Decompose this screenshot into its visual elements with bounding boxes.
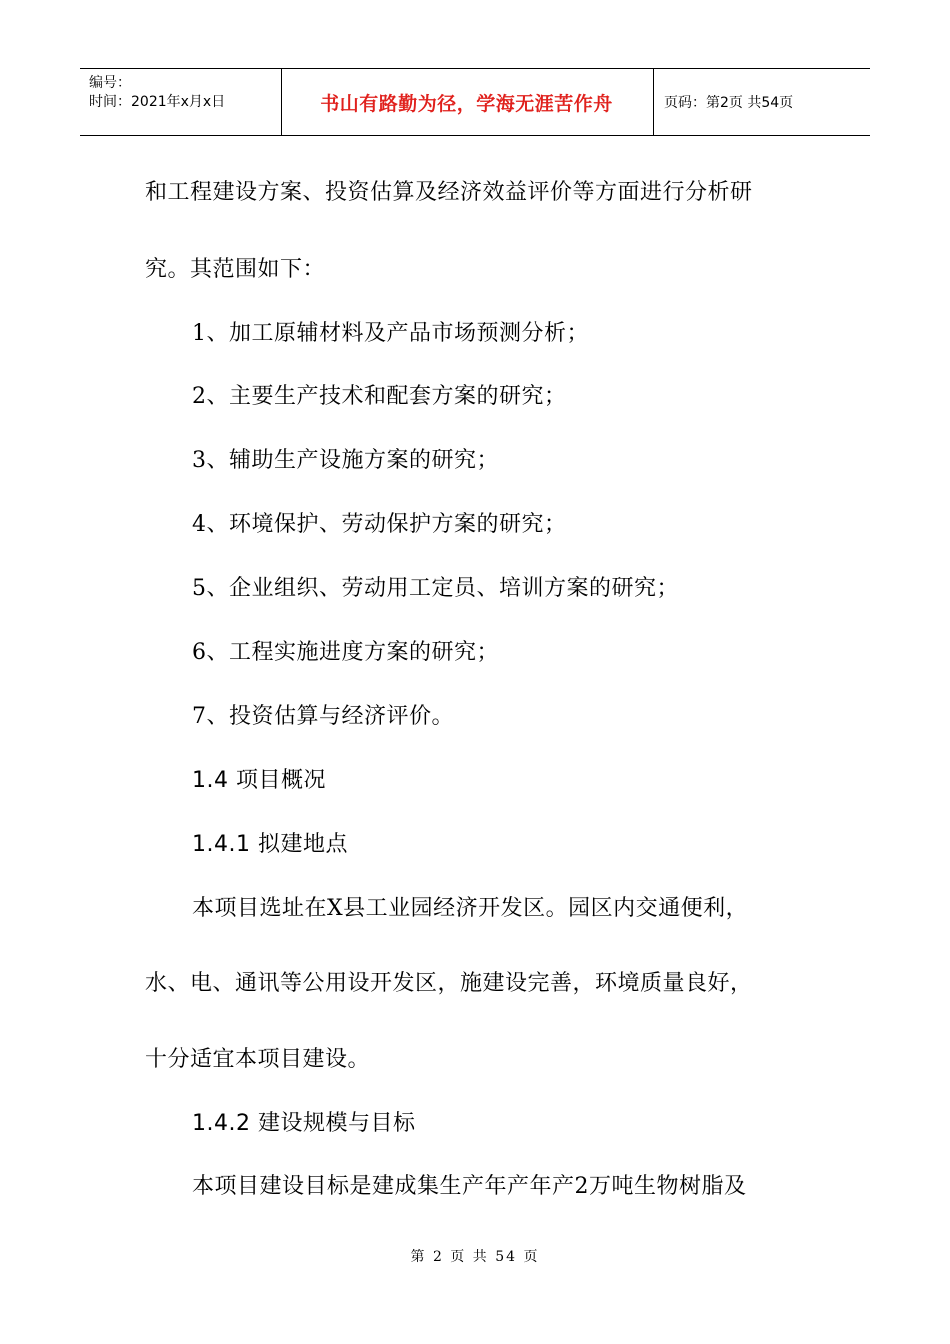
subsection-heading: 1.4.1 拟建地点 (192, 832, 348, 857)
body-line: 十分适宜本项目建设。 (145, 1047, 371, 1072)
list-item: 2、主要生产技术和配套方案的研究； (192, 384, 567, 409)
list-item: 4、环境保护、劳动保护方案的研究； (192, 512, 567, 537)
list-item: 3、辅助生产设施方案的研究； (192, 448, 499, 473)
list-item: 1、加工原辅材料及产品市场预测分析； (192, 321, 589, 346)
section-heading: 1.4 项目概况 (192, 768, 326, 793)
header-page-cell (654, 69, 870, 135)
body-line: 和工程建设方案、投资估算及经济效益评价等方面进行分析研 (145, 180, 753, 205)
page-header (80, 68, 870, 136)
header-motto-cell (282, 69, 654, 135)
list-item: 5、企业组织、劳动用工定员、培训方案的研究； (192, 576, 679, 601)
body-line: 究。其范围如下： (145, 257, 326, 282)
list-item: 6、工程实施进度方案的研究； (192, 640, 499, 665)
body-line: 本项目建设目标是建成集生产年产年产2万吨生物树脂及 (192, 1174, 747, 1199)
subsection-heading: 1.4.2 建设规模与目标 (192, 1111, 416, 1136)
document-time-label: 时间：2021年x月x日 (89, 94, 226, 110)
page-footer: 第 2 页 共 54 页 (410, 1249, 540, 1265)
header-page-info: 页码：第2页 共54页 (664, 95, 794, 111)
document-number-label: 编号： (89, 75, 131, 91)
header-motto: 书山有路勤为径，学海无涯苦作舟 (320, 92, 613, 115)
header-meta-cell (80, 69, 282, 135)
list-item: 7、投资估算与经济评价。 (192, 704, 454, 729)
body-line: 水、电、通讯等公用设开发区，施建设完善，环境质量良好， (145, 971, 753, 996)
body-line: 本项目选址在X县工业园经济开发区。园区内交通便利， (192, 896, 749, 921)
